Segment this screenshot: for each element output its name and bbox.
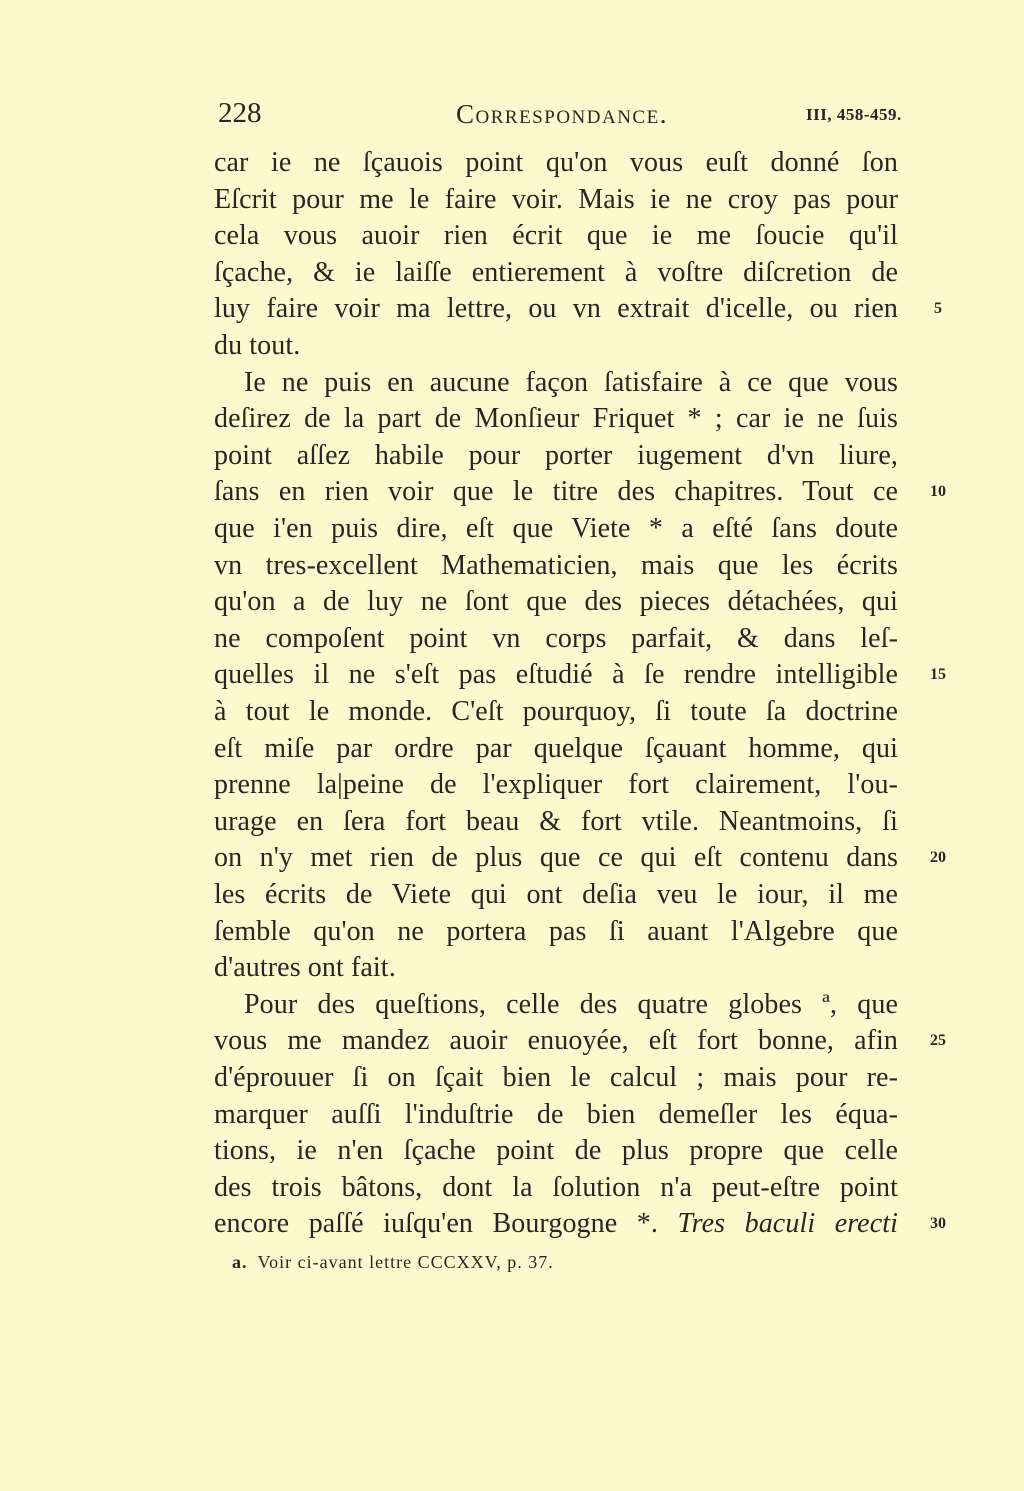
text-line: des trois bâtons, dont la ſolution n'a peut-eſtre point bbox=[214, 1171, 898, 1203]
line-number: 5 bbox=[934, 300, 942, 318]
text-line: urage en ſera fort beau & fort vtile. Neantmoins, ſi bbox=[214, 805, 898, 837]
latin-phrase: Tres baculi erecti bbox=[677, 1208, 898, 1240]
text-line: encore paſſé iuſqu'en Bourgogne *. Tres baculi erecti bbox=[214, 1208, 898, 1240]
text-line: que i'en puis dire, eſt que Viete * a eſté ſans doute bbox=[214, 513, 898, 544]
text-line: quelles il ne s'eſt pas eſtudié à ſe rendre intelligible bbox=[214, 659, 898, 691]
line-number: 25 bbox=[930, 1032, 946, 1050]
footnote-marker: a. bbox=[232, 1252, 248, 1272]
text-line: du tout. bbox=[214, 330, 301, 361]
page-header bbox=[0, 96, 1024, 136]
text-line: marquer auſſi l'induſtrie de bien demeſler les équa- bbox=[214, 1098, 898, 1130]
text-line: vn tres-excellent Mathematicien, mais que les écrits bbox=[214, 549, 898, 581]
text-line: prenne la|peine de l'expliquer fort clairement, l'ou- bbox=[214, 769, 898, 801]
footnote bbox=[232, 1250, 554, 1274]
line-number: 10 bbox=[930, 483, 946, 501]
text-line: d'éprouuer ſi on ſçait bien le calcul ; mais pour re- bbox=[214, 1062, 898, 1093]
text-line: on n'y met rien de plus que ce qui eſt contenu dans bbox=[214, 842, 898, 874]
page-number: 228 bbox=[218, 97, 262, 129]
text-line: les écrits de Viete qui ont deſia veu le iour, il me bbox=[214, 879, 898, 910]
text-line: car ie ne ſçauois point qu'on vous euſt donné ſon bbox=[214, 147, 898, 178]
text-line: Eſcrit pour me le faire voir. Mais ie ne croy pas pour bbox=[214, 183, 898, 215]
text-line: ſans en rien voir que le titre des chapitres. Tout ce bbox=[214, 476, 898, 508]
running-title: Correspondance. bbox=[456, 99, 668, 129]
paragraph-start-line: Pour des queſtions, celle des quatre globes ª, que bbox=[244, 988, 898, 1020]
text-line: d'autres ont fait. bbox=[214, 952, 396, 984]
text-line: à tout le monde. C'eſt pourquoy, ſi toute ſa doctrine bbox=[214, 696, 898, 727]
line-number: 15 bbox=[930, 666, 946, 684]
text-line: point aſſez habile pour porter iugement d'vn liure, bbox=[214, 439, 898, 471]
text-line: cela vous auoir rien écrit que ie me ſoucie qu'il bbox=[214, 220, 898, 252]
text-line: deſirez de la part de Monſieur Friquet * ; car ie ne ſuis bbox=[214, 403, 898, 435]
line-number: 20 bbox=[930, 849, 946, 867]
text-line: ſemble qu'on ne portera pas ſi auant l'Algebre que bbox=[214, 915, 898, 947]
text-line: tions, ie n'en ſçache point de plus propre que celle bbox=[214, 1135, 898, 1167]
text-line: vous me mandez auoir enuoyée, eſt fort bonne, afin bbox=[214, 1025, 898, 1057]
text-line: ſçache, & ie laiſſe entierement à voſtre diſcretion de bbox=[214, 256, 898, 288]
text-line: luy faire voir ma lettre, ou vn extrait d'icelle, ou rien bbox=[214, 293, 898, 325]
edition-reference: III, 458-459. bbox=[806, 105, 902, 124]
text-line: eſt miſe par ordre par quelque ſçauant homme, qui bbox=[214, 732, 898, 764]
paragraph-start-line: Ie ne puis en aucune façon ſatisfaire à ce que vous bbox=[244, 366, 898, 398]
line-number: 30 bbox=[930, 1215, 946, 1233]
footnote-text: Voir ci-avant lettre CCCXXV, p. 37. bbox=[257, 1252, 554, 1272]
text-line: qu'on a de luy ne ſont que des pieces détachées, qui bbox=[214, 586, 898, 618]
text-line: ne compoſent point vn corps parfait, & dans leſ- bbox=[214, 622, 898, 654]
